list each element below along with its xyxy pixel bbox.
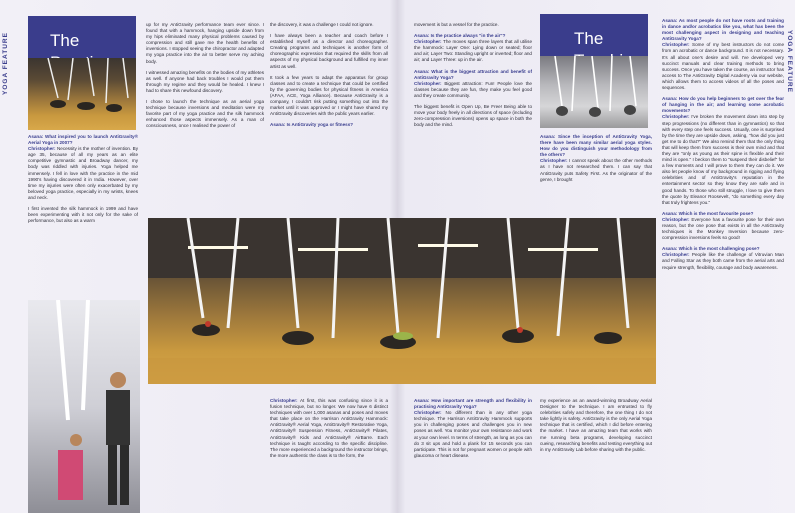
answer: At first, this was confusing since it is a fusion technique, but no longer. We now have 6 distinct techniques with over 1,000 asanas and poses and moves that take place on the Harrison AntiGravity Hammock: AntiGravity® Aerial Yoga, AntiGravity® Restorative Yoga, AntiGravity® Suspension Fitness, AntiGravity® Pilates, AntiGravity® Kids and AntiGravity® AirBarre. Each technique is taught according to the specific discipline. The more experienced a background the instructor brings, the more authentic the class is to the form, the <box>270 398 388 458</box>
column-1 <box>28 134 138 299</box>
column-5-bottom <box>540 398 652 513</box>
question-1: Asana: What inspired you to launch AntiGravity® Aerial Yoga in 2007? <box>28 134 138 146</box>
answer: I cannot speak about the other methods as I have not researched them. I can say that AntiGravity puts Safety First. As the originator of the genre, I brought <box>540 158 652 182</box>
paragraph: It took a few years to adapt the apparatus for group classes and to create a technique that could be certified by the governing bodies for physical fitness in America (AFAA, ACE, Yoga Alliance). Because AntiGravity is a company, I couldn't risk putting something out into the market until it was approved or I might have shared my AntiGravity discoveries with the public years earlier. <box>270 74 388 117</box>
answer: The moves span three layers that all utilise the hammock: Layer One: Lying down or seated; floor and air; Layer Two: Standing upright or inverted; floor and air; and Layer Three: up in the air. <box>414 39 532 63</box>
teaching-title: The <box>574 29 604 48</box>
question: Asana: Which is the most favourite pose? <box>662 210 754 216</box>
answer: I've broken the movement down into step by step progressions (no different than in gymnastics) so that with every step one feels success. Usually, one is surprised by the time they are upside down, asking, "how did you just get me to do that?" We also remind them that the only thing that will keep them from success is their own mind and that they are "only as young as their spine is flexible and their mind is open." I beckon them to "suspend their disbelief" for a few moments and I will prove to them they can do it. We also let people know of my background in rigging and flying celebrities and of AntiGravity's reputation in the entertainment sector so they know they are safe and in good hands. To those who still struggle, I love to give them the quote by Eleanor Roosevelt, "do something every day that truly frightens you." <box>662 114 784 205</box>
aerial-yoga-class-photo <box>148 218 656 384</box>
column-4 <box>414 22 532 214</box>
paragraph: I witnessed amazing benefits on the bodies of my athletes as well. If anyone had back troubles I would put them through my regime and they would be healed. I knew I had to share this newfound discovery. <box>146 69 264 93</box>
speaker: Christopher: <box>662 216 690 222</box>
answer: Some of my best instructors do not come from an acrobatic or dance background. It is not necessary. It's all about one's desire and will. I've developed very succinct manuals and clear training methods to bring success. Once you have taken the course, an instructor has access to The AntiGravity Digital Academy via our website, which allows them to access videos of all the poses and sequences. <box>662 42 784 91</box>
instructor-photo <box>28 300 140 513</box>
question: Asana: Since the inception of AntiGravity Yoga, there have been many similar aerial yoga styles. How do you distinguish your methodology from the others? <box>540 134 652 158</box>
paragraph: The biggest benefit is Open Up, Be Free! Being able to move your body freely in all directions of space (including zero-compression inversions) opens up space in both the body and the mind. <box>414 104 532 128</box>
column-4-bottom <box>414 398 532 513</box>
question: Asana: What is the biggest attraction and benefit of AntiGravity Yoga? <box>414 68 532 80</box>
speaker: Christopher: <box>414 410 442 416</box>
speaker: Christopher: <box>662 42 690 48</box>
paragraph: movement is but a vessel for the practice. <box>414 22 499 27</box>
paragraph: up for my AntiGravity performance team ever since. I found that with a hammock, hanging upside down from my hips eliminated many physical problems caused by compression and still gave me the health benefits of inversions. I stopped seeing the chiropractor and adapted my yoga practice into the air to better serve my aching body. <box>146 22 264 64</box>
aerial-hall-photo-small <box>540 56 648 128</box>
paragraph: I chose to launch the technique as an aerial yoga technique because inversions and meditation were my favorite part of my yoga practice and the silk hammock enhanced those aspects immensely. As a man of consciousness, once I realised the power of <box>146 99 264 129</box>
speaker: Christopher: <box>414 80 442 86</box>
speaker: Christopher: <box>662 252 690 258</box>
speaker: Christopher: <box>28 146 56 152</box>
paragraph: the discovery, it was a challenge I could not ignore. <box>270 22 374 27</box>
practice-title: The <box>50 31 80 50</box>
speaker: Christopher: <box>270 398 298 403</box>
column-5 <box>540 134 652 216</box>
column-3 <box>270 22 388 214</box>
section-label-right: YOGA FEATURE <box>786 30 793 93</box>
column-2 <box>146 22 264 214</box>
answer: People like the challenge of Vitruvian Man and Falling Star as they both came from the aerial arts and require strength, flexibility, courage and body awareness. <box>662 252 784 270</box>
column-3-bottom <box>270 398 388 513</box>
question: Asana: How do you help beginners to get over the fear of hanging in the air; and learning some acrobatic movements? <box>662 96 784 114</box>
speaker: Christopher: <box>540 158 568 164</box>
teaching-banner <box>540 14 648 56</box>
paragraph: my experience as an award-winning Broadway Aerial Designer to the technique. I am entrusted to fly celebrities safely and therefore, the one thing I do not take lightly is safety. AntiGravity is the only Aerial Yoga technique that is certified, which I did before entering the market. I have an amazing team that works with me running beta programs, developing succinct cueing, researching benefits and testing everything out in my AntiGravity Lab before sharing with the public. <box>540 398 652 452</box>
aerial-class-photo-small <box>28 58 136 130</box>
answer: No different than in any other yoga technique. The Harrison AntiGravity Hammock supports you in challenging poses and challenges you in new poses as well. You monitor your own resistance and work at your own level. In terms of strength, as long as you can do 3 sit ups and hold a plank for 15 seconds you can participate. This is not for pregnant women or people with glaucoma or heart disease. <box>414 410 532 458</box>
question: Asana: As most people do not have roots and training in dance and/or acrobatics like you, what has been the most challenging aspect in designing and teaching AntiGravity Yoga? <box>662 18 784 42</box>
question-2: Asana: Is AntiGravity yoga or fitness? <box>270 122 354 128</box>
answer: Everyone has a favourite pose for their own reason, but the one pose that exists in all the AntiGravity techniques is the Monkey Inversion because zero-compression inversions feels so good! <box>662 216 784 241</box>
section-label: YOGA FEATURE <box>2 32 9 95</box>
paragraph: I first invented the silk hammock in 1999 and have been experimenting with it not only for the sake of performance, but also as a warm <box>28 206 138 224</box>
question: Asana: How important are strength and flexibility in practising AntiGravity Yoga? <box>414 398 532 410</box>
column-6 <box>662 18 784 513</box>
paragraph: I have always been a teacher and coach before I established myself as a director and choreographer. Creating programs and techniques is another form of choreographic expression that required the skills from all aspects of my physical background and fulfilled my inner artist as well. <box>270 33 388 69</box>
question: Asana: Which is the most challenging pose? <box>662 246 760 252</box>
question: Asana: Is the practice always "in the air"? <box>414 33 506 39</box>
answer-1: Necessity is the mother of invention. By age 35, because of all my years as an elite competitive gymnastic and Broadway dancer, my body was riddled with injuries. Yoga helped me immensely. I fell in love with the practice in the mid 1990's having discovered it in India. However, over time my injuries were often only exacerbated by my beloved yoga practice, especially in my wrists, knees and neck. <box>28 146 138 200</box>
practice-banner <box>28 16 136 58</box>
answer: Biggest attraction: Fun! People love the classes because they are fun, they make you feel good and they create community. <box>414 80 532 98</box>
speaker: Christopher: <box>414 39 442 45</box>
speaker: Christopher: <box>662 114 690 120</box>
